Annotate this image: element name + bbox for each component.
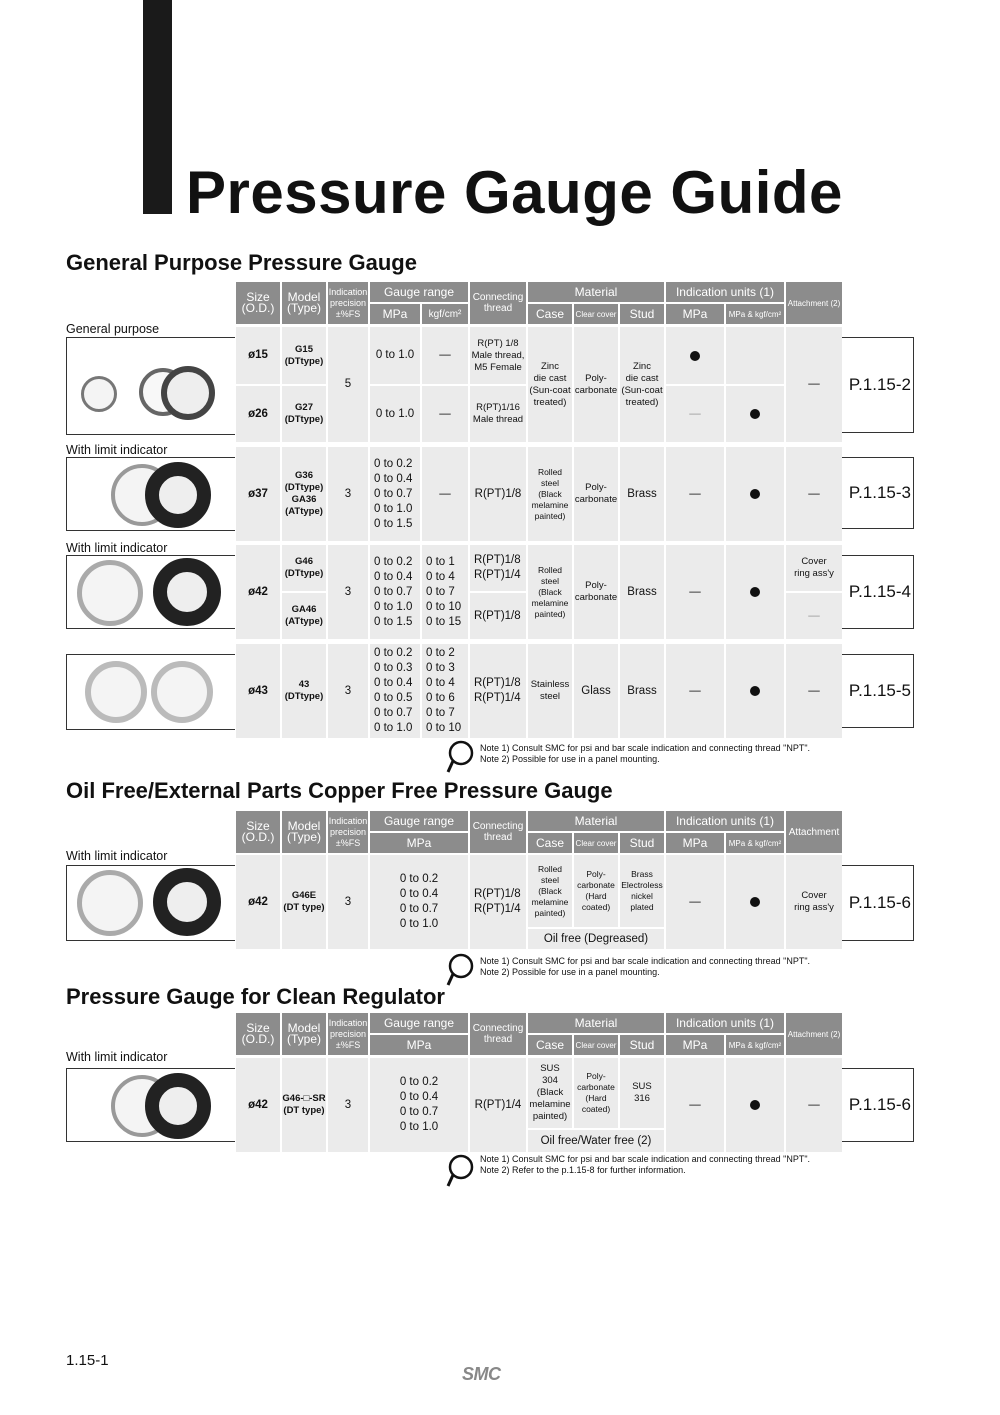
header-thread: Connecting thread: [470, 1013, 526, 1055]
cell-thread: R(PT)1/8 R(PT)1/4: [470, 644, 526, 738]
gauge-image: [77, 870, 143, 936]
header-size: Size (O.D.): [236, 811, 280, 853]
header-attachment: Attachment: [786, 811, 842, 853]
gauge-image: [85, 661, 147, 723]
header-attachment: Attachment (2): [786, 282, 842, 324]
header-cover: Clear cover: [574, 833, 618, 853]
gauge-image: [161, 366, 215, 420]
gauge-image: [145, 462, 211, 528]
note-2: Note 2) Possible for use in a panel mounting.: [480, 967, 660, 977]
magnifier-icon: [446, 953, 474, 987]
dot-indicator: [750, 587, 760, 597]
cell-mpa: 0 to 0.2 0 to 0.3 0 to 0.4 0 to 0.5 0 to 0.7 0 to 1.0: [370, 644, 420, 738]
header-material: Material: [528, 811, 664, 831]
cell-size: ø37: [236, 447, 280, 541]
dot-indicator: [750, 489, 760, 499]
magnifier-icon: [446, 1154, 474, 1188]
product-photo: [66, 865, 235, 941]
header-material: Material: [528, 1013, 664, 1033]
cell-kgf: —: [422, 327, 468, 384]
page-reference[interactable]: P.1.15-6: [842, 1068, 914, 1142]
cell-attachment: —: [786, 327, 842, 442]
header-case: Case: [528, 833, 572, 853]
header-units-mpa: MPa: [666, 304, 724, 324]
dot-indicator: [750, 897, 760, 907]
header-model: Model (Type): [282, 282, 326, 324]
cell-units-both: [726, 545, 784, 639]
cell-cover: Poly- carbonate (Hard coated): [574, 1058, 618, 1128]
header-attachment: Attachment (2): [786, 1013, 842, 1055]
section-heading-general: General Purpose Pressure Gauge: [66, 250, 417, 275]
gauge-image: [145, 1073, 211, 1139]
header-precision: Indication precision ±%FS: [328, 282, 368, 324]
gauge-image: [153, 558, 221, 626]
cell-thread: R(PT)1/8 R(PT)1/4: [470, 855, 526, 949]
group-label: With limit indicator: [66, 849, 168, 863]
cell-precision: 3: [328, 644, 368, 738]
header-gauge-range: Gauge range: [370, 282, 468, 302]
cell-mpa: 0 to 0.2 0 to 0.4 0 to 0.7 0 to 1.0 0 to 1.5: [370, 545, 420, 639]
header-stud: Stud: [620, 833, 664, 853]
header-model: Model (Type): [282, 811, 326, 853]
cell-case: Zinc die cast (Sun-coat treated): [528, 327, 572, 442]
header-thread: Connecting thread: [470, 811, 526, 853]
cell-cover: Poly- carbonate: [574, 545, 618, 639]
cell-case: Stainless steel: [528, 644, 572, 738]
cell-precision: 3: [328, 447, 368, 541]
group-label: General purpose: [66, 322, 160, 336]
dot-indicator: [750, 686, 760, 696]
note-1: Note 1) Consult SMC for psi and bar scale indication and connecting thread "NPT".: [480, 1154, 811, 1164]
cell-size: ø42: [236, 1058, 280, 1152]
cell-model: G46E (DT type): [282, 855, 326, 949]
header-mpa: MPa: [370, 304, 420, 324]
header-gauge-range: Gauge range: [370, 811, 468, 831]
dot-indicator: [750, 1100, 760, 1110]
cell-model: G27 (DTtype): [282, 386, 326, 442]
cell-case: Rolled steel (Black melamine painted): [528, 545, 572, 639]
cell-cover: Glass: [574, 644, 618, 738]
header-precision: Indication precision ±%FS: [328, 811, 368, 853]
header-units-both: MPa & kgf/cm²: [726, 304, 784, 324]
cell-case: SUS 304 (Black melamine painted): [528, 1058, 572, 1128]
section-heading-clean: Pressure Gauge for Clean Regulator: [66, 984, 445, 1009]
cell-cover: Poly- carbonate: [574, 447, 618, 541]
cell-thread: R(PT)1/16 Male thread: [470, 386, 526, 442]
cell-thread: R(PT)1/8: [470, 593, 526, 639]
cell-precision: 5: [328, 327, 368, 442]
header-stud: Stud: [620, 1035, 664, 1055]
cell-kgf: 0 to 1 0 to 4 0 to 7 0 to 10 0 to 15: [422, 545, 468, 639]
gauge-image: [77, 560, 143, 626]
note-2: Note 2) Possible for use in a panel mounting.: [480, 754, 660, 764]
page-reference[interactable]: P.1.15-2: [842, 337, 914, 433]
header-model: Model (Type): [282, 1013, 326, 1055]
header-units-mpa: MPa: [666, 833, 724, 853]
cell-attachment: —: [786, 1058, 842, 1152]
section-heading-oilfree: Oil Free/External Parts Copper Free Pressure Gauge: [66, 778, 613, 803]
header-units: Indication units (1): [666, 1013, 784, 1033]
cell-stud: SUS 316: [620, 1058, 664, 1128]
cell-model: G46-□-SR (DT type): [282, 1058, 326, 1152]
header-units-mpa: MPa: [666, 1035, 724, 1055]
cell-units-mpa: [666, 327, 724, 384]
cell-precision: 3: [328, 855, 368, 949]
header-units: Indication units (1): [666, 282, 784, 302]
cell-attachment: Cover ring ass'y: [786, 855, 842, 949]
cell-units-both: [726, 447, 784, 541]
cell-material-note: Oil free/Water free (2): [528, 1130, 664, 1152]
cell-mpa: 0 to 0.2 0 to 0.4 0 to 0.7 0 to 1.0: [370, 1058, 468, 1152]
cell-size: ø26: [236, 386, 280, 442]
cell-units-both: [726, 1058, 784, 1152]
cell-precision: 3: [328, 545, 368, 639]
page-reference[interactable]: P.1.15-3: [842, 457, 914, 529]
cell-kgf: —: [422, 447, 468, 541]
cell-kgf: 0 to 2 0 to 3 0 to 4 0 to 6 0 to 7 0 to 10: [422, 644, 468, 738]
cell-units-mpa: —: [666, 644, 724, 738]
page-number: 1.15-1: [66, 1352, 109, 1369]
cell-attachment: —: [786, 447, 842, 541]
cell-size: ø43: [236, 644, 280, 738]
group-label: With limit indicator: [66, 541, 168, 555]
cell-precision: 3: [328, 1058, 368, 1152]
dot-indicator: [690, 351, 700, 361]
smc-logo: SMC: [462, 1364, 501, 1384]
cell-material-note: Oil free (Degreased): [528, 929, 664, 949]
cell-units-mpa: —: [666, 447, 724, 541]
header-thread: Connecting thread: [470, 282, 526, 324]
page-reference[interactable]: P.1.15-5: [842, 654, 914, 728]
cell-thread: R(PT)1/4: [470, 1058, 526, 1152]
cell-units-both: [726, 327, 784, 384]
cell-model: GA46 (ATtype): [282, 593, 326, 639]
header-units-both: MPa & kgf/cm²: [726, 833, 784, 853]
cell-mpa: 0 to 1.0: [370, 327, 420, 384]
gauge-image: [81, 376, 117, 412]
cell-mpa: 0 to 0.2 0 to 0.4 0 to 0.7 0 to 1.0 0 to 1.5: [370, 447, 420, 541]
cell-model: 43 (DTtype): [282, 644, 326, 738]
cell-units-both: [726, 386, 784, 442]
header-gauge-range: Gauge range: [370, 1013, 468, 1033]
cell-mpa: 0 to 0.2 0 to 0.4 0 to 0.7 0 to 1.0: [370, 855, 468, 949]
cell-attachment: Cover ring ass'y: [786, 545, 842, 591]
header-precision: Indication precision ±%FS: [328, 1013, 368, 1055]
gauge-image: [153, 868, 221, 936]
cell-kgf: —: [422, 386, 468, 442]
group-label: With limit indicator: [66, 1050, 168, 1064]
cell-units-mpa: —: [666, 1058, 724, 1152]
header-size: Size (O.D.): [236, 1013, 280, 1055]
cell-thread: R(PT)1/8 R(PT)1/4: [470, 545, 526, 591]
page-reference[interactable]: P.1.15-4: [842, 555, 914, 629]
header-kgf: kgf/cm²: [422, 304, 468, 324]
page-reference[interactable]: P.1.15-6: [842, 865, 914, 941]
header-material: Material: [528, 282, 664, 302]
product-photo: [66, 555, 235, 629]
cell-units-mpa: —: [666, 386, 724, 442]
product-photo: [66, 337, 235, 435]
cell-size: ø15: [236, 327, 280, 384]
product-photo: [66, 457, 235, 531]
cell-cover: Poly- carbonate: [574, 327, 618, 442]
cell-mpa: 0 to 1.0: [370, 386, 420, 442]
product-photo: [66, 1068, 235, 1142]
cell-thread: R(PT) 1/8 Male thread, M5 Female: [470, 327, 526, 384]
cell-model: G46 (DTtype): [282, 545, 326, 591]
dot-indicator: [750, 409, 760, 419]
cell-attachment: —: [786, 644, 842, 738]
cell-case: Rolled steel (Black melamine painted): [528, 447, 572, 541]
cell-attachment: —: [786, 593, 842, 639]
header-cover: Clear cover: [574, 304, 618, 324]
cell-model: G15 (DTtype): [282, 327, 326, 384]
header-mpa: MPa: [370, 833, 468, 853]
product-photo: [66, 654, 235, 730]
cell-model: G36 (DTtype) GA36 (ATtype): [282, 447, 326, 541]
cell-case: Rolled steel (Black melamine painted): [528, 855, 572, 927]
cell-size: ø42: [236, 855, 280, 949]
group-label: With limit indicator: [66, 443, 168, 457]
gauge-image: [151, 661, 213, 723]
cell-stud: Brass: [620, 644, 664, 738]
header-units-both: MPa & kgf/cm²: [726, 1035, 784, 1055]
cell-size: ø42: [236, 545, 280, 639]
cell-units-mpa: —: [666, 545, 724, 639]
note-2: Note 2) Refer to the p.1.15-8 for further information.: [480, 1165, 686, 1175]
cell-stud: Brass: [620, 447, 664, 541]
note-1: Note 1) Consult SMC for psi and bar scale indication and connecting thread "NPT".: [480, 956, 811, 966]
cell-stud: Brass Electroless nickel plated: [620, 855, 664, 927]
header-stud: Stud: [620, 304, 664, 324]
title-bar-accent: [143, 0, 172, 214]
header-units: Indication units (1): [666, 811, 784, 831]
cell-units-both: [726, 644, 784, 738]
cell-units-mpa: —: [666, 855, 724, 949]
cell-cover: Poly- carbonate (Hard coated): [574, 855, 618, 927]
header-cover: Clear cover: [574, 1035, 618, 1055]
header-case: Case: [528, 304, 572, 324]
header-mpa: MPa: [370, 1035, 468, 1055]
cell-stud: Zinc die cast (Sun-coat treated): [620, 327, 664, 442]
cell-thread: R(PT)1/8: [470, 447, 526, 541]
cell-units-both: [726, 855, 784, 949]
header-size: Size (O.D.): [236, 282, 280, 324]
header-case: Case: [528, 1035, 572, 1055]
note-1: Note 1) Consult SMC for psi and bar scale indication and connecting thread "NPT".: [480, 743, 811, 753]
magnifier-icon: [446, 740, 474, 774]
cell-stud: Brass: [620, 545, 664, 639]
page-title: Pressure Gauge Guide: [186, 159, 843, 226]
